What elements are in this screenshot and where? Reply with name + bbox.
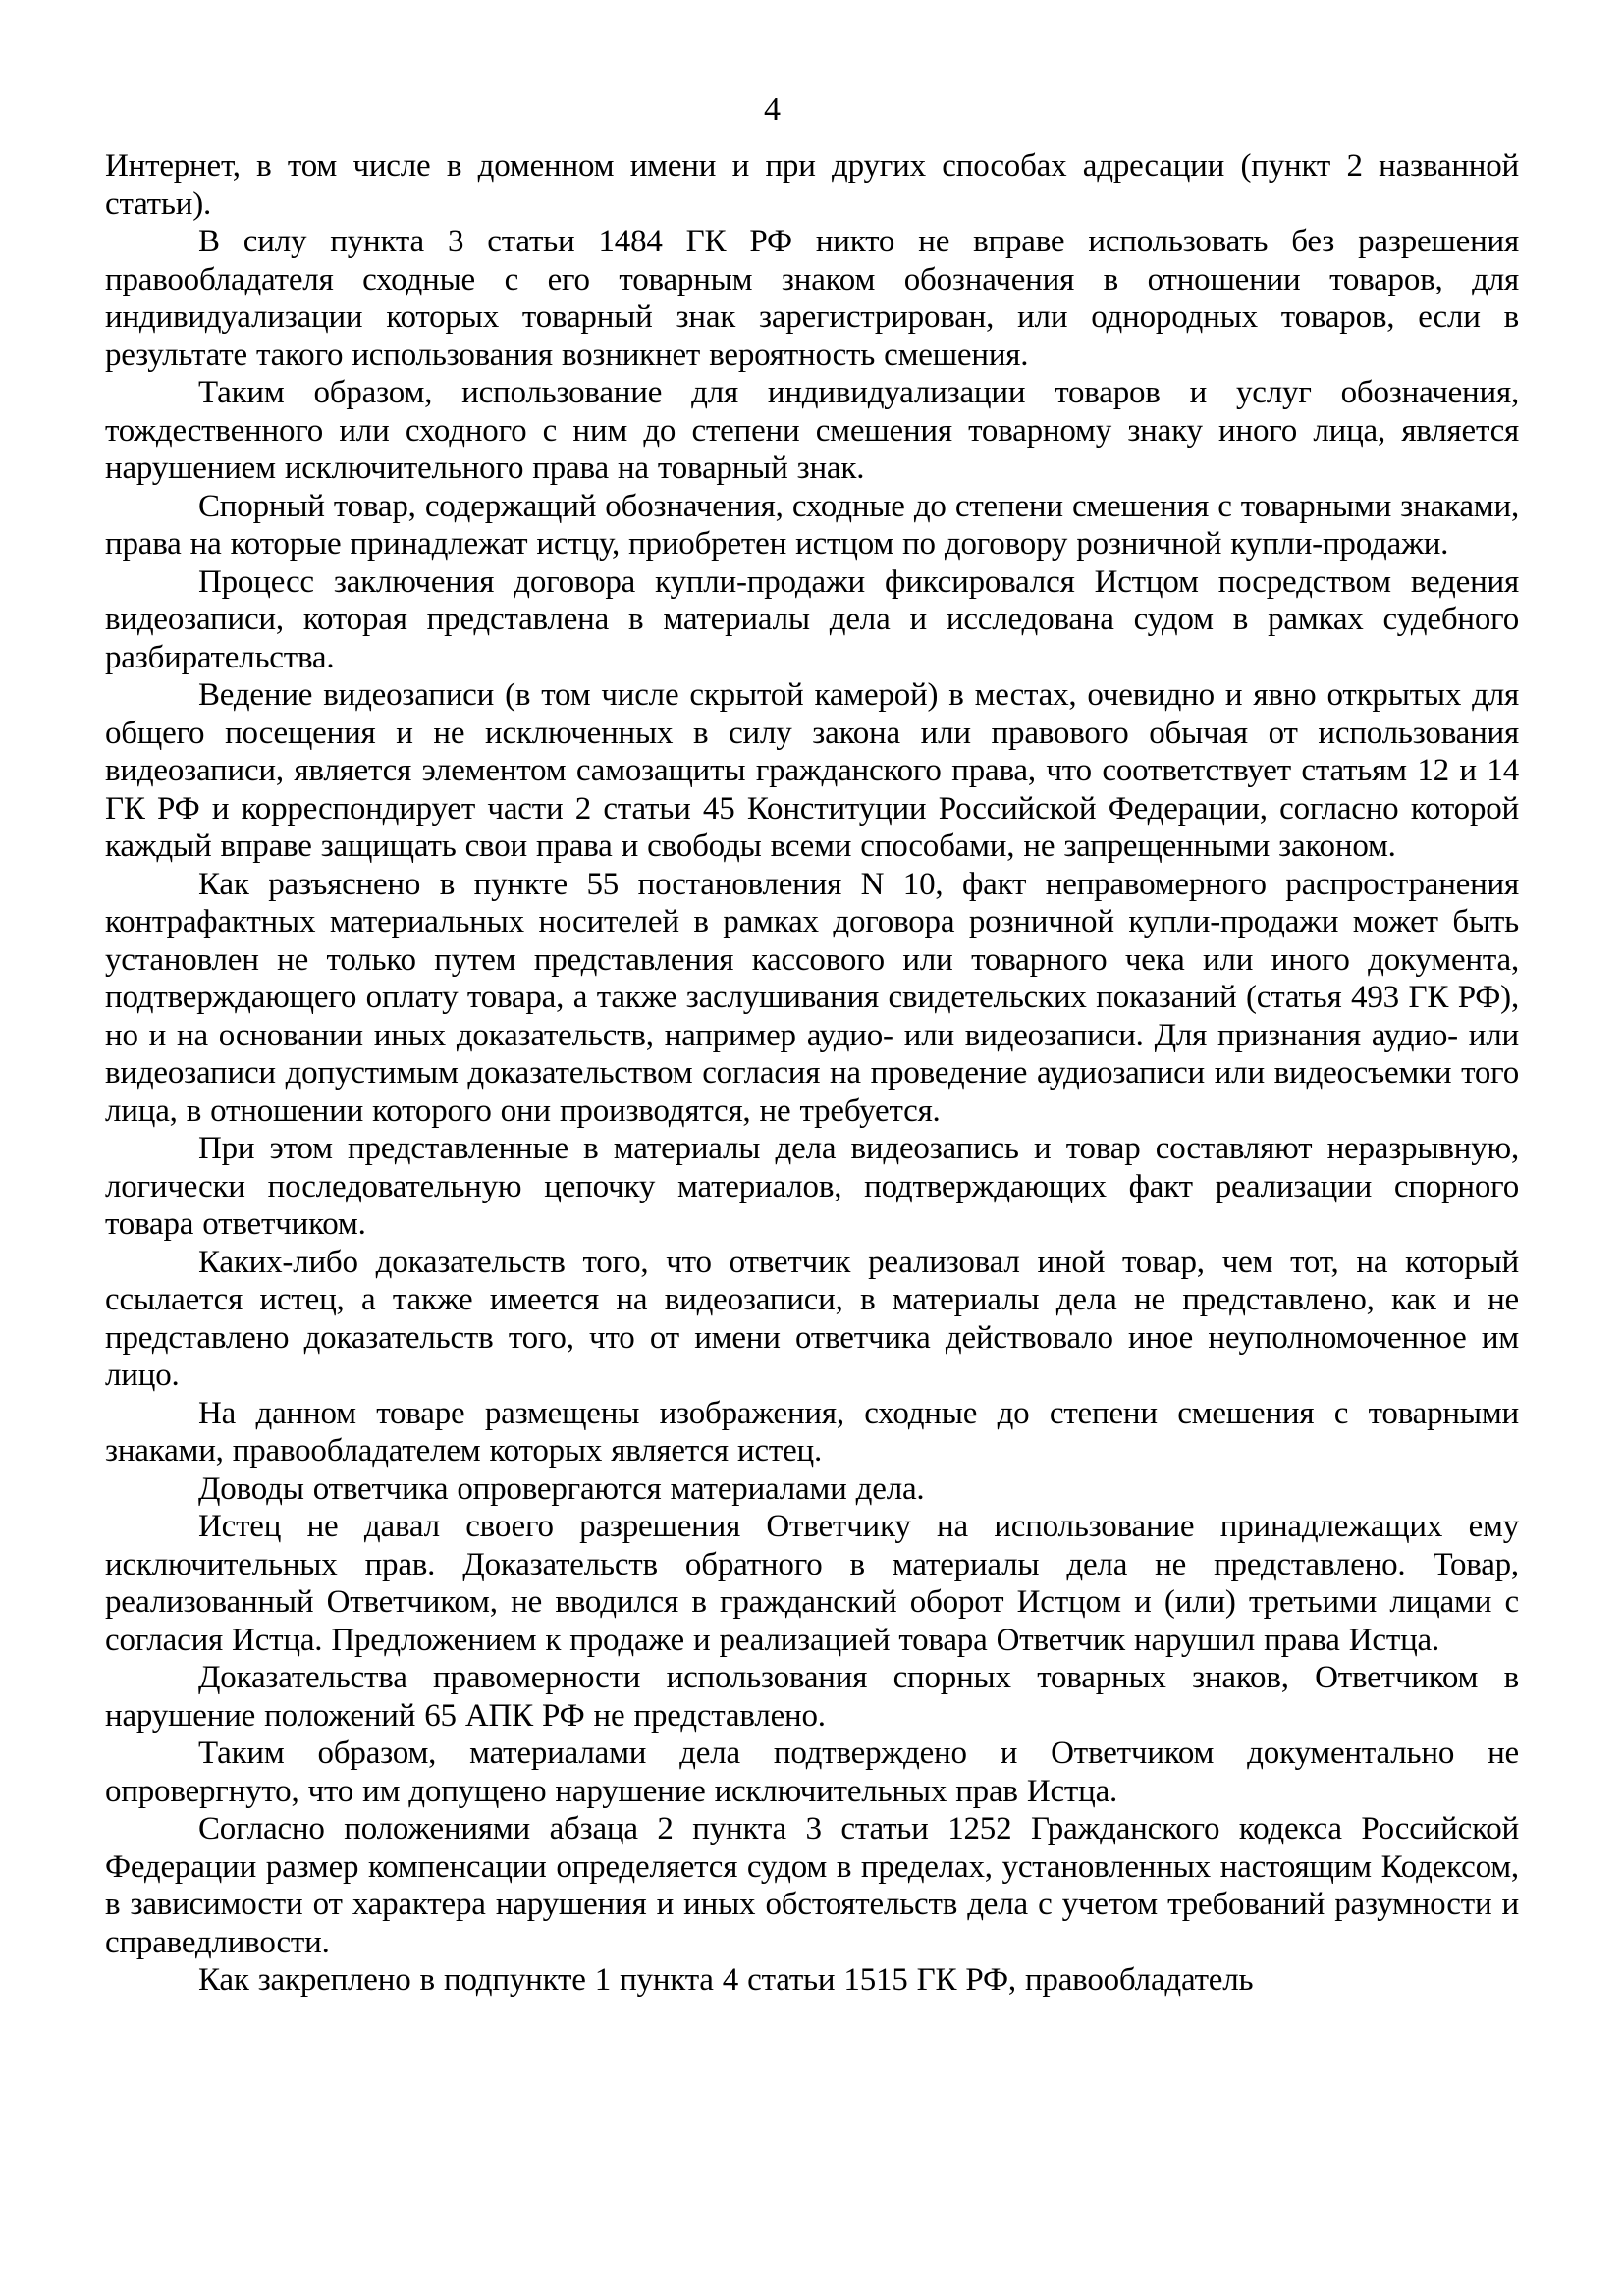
paragraph-internet-continuation: Интернет, в том числе в доменном имени и при других способах адресации (пункт 2 названной статьи). bbox=[105, 148, 1519, 222]
paragraph-resolution-55: Как разъяснено в пункте 55 постановления N 10, факт неправомерного распространения контрафактных материальных носителей в рамках договора розничной купли-продажи может быть установлен не только путем представления кассового или товарного чека или иного документа, подтверждающего оплату товара, а также заслушивания свидетельских показаний (статья 493 ГК РФ), но и на основании иных доказательств, например аудио- или видеозаписи. Для признания аудио- или видеозаписи допустимым доказательством согласия на проведение аудиозаписи или видеосъемки того лица, в отношении которого они производятся, не требуется. bbox=[105, 866, 1519, 1129]
paragraph-no-permission: Истец не давал своего разрешения Ответчику на использование принадлежащих ему исключительных прав. Доказательств обратного в материалы дела не представлено. Товар, реализованный Ответчиком, не вводился в гражданский оборот Истцом и (или) третьими лицами с согласия Истца. Предложением к продаже и реализацией товара Ответчик нарушил права Истца. bbox=[105, 1509, 1519, 1658]
paragraph-apc-65: Доказательства правомерности использования спорных товарных знаков, Ответчиком в нарушение положений 65 АПК РФ не представлено. bbox=[105, 1660, 1519, 1734]
paragraph-disputed-goods: Спорный товар, содержащий обозначения, сходные до степени смешения с товарными знаками, права на которые принадлежат истцу, приобретен истцом по договору розничной купли-продажи. bbox=[105, 488, 1519, 561]
paragraph-purchase-process: Процесс заключения договора купли-продажи фиксировался Истцом посредством ведения видеозаписи, которая представлена в материалы дела и исследована судом в рамках судебного разбирательства. bbox=[105, 563, 1519, 675]
paragraph-evidence-chain: При этом представленные в материалы дела видеозапись и товар составляют неразрывную, логически последовательную цепочку материалов, подтверждающих факт реализации спорного товара ответчиком. bbox=[105, 1131, 1519, 1242]
paragraph-article-1484: В силу пункта 3 статьи 1484 ГК РФ никто не вправе использовать без разрешения правообладателя сходные с его товарным знаком обозначения в отношении товаров, для индивидуализации которых товарный знак зарегистрирован, или однородных товаров, если в результате такого использования возникнет вероятность смешения. bbox=[105, 224, 1519, 373]
paragraph-violation-confirmed: Таким образом, материалами дела подтверждено и Ответчиком документально не опровергнуто, что им допущено нарушение исключительных прав Истца. bbox=[105, 1735, 1519, 1809]
paragraph-defendant-arguments: Доводы ответчика опровергаются материалами дела. bbox=[198, 1470, 925, 1507]
paragraph-article-1515: Как закреплено в подпункте 1 пункта 4 статьи 1515 ГК РФ, правообладатель bbox=[198, 1962, 1254, 1998]
paragraph-video-recording: Ведение видеозаписи (в том числе скрытой камерой) в местах, очевидно и явно открытых для общего посещения и не исключенных в силу закона или правового обычая от использования видеозаписи, является элементом самозащиты гражданского права, что соответствует статьям 12 и 14 ГК РФ и корреспондирует части 2 статьи 45 Конституции Российской Федерации, согласно которой каждый вправе защищать свои права и свободы всеми способами, не запрещенными законом. bbox=[105, 677, 1519, 864]
paragraph-takim-obrazom-use: Таким образом, использование для индивидуализации товаров и услуг обозначения, тождественного или сходного с ним до степени смешения товарному знаку иного лица, является нарушением исключительного права на товарный знак. bbox=[105, 375, 1519, 486]
page-number: 4 bbox=[764, 91, 781, 128]
document-body bbox=[105, 147, 1519, 2000]
paragraph-article-1252: Согласно положениями абзаца 2 пункта 3 статьи 1252 Гражданского кодекса Российской Федерации размер компенсации определяется судом в пределах, установленных настоящим Кодексом, в зависимости от характера нарушения и иных обстоятельств дела с учетом требований разумности и справедливости. bbox=[105, 1811, 1519, 1960]
paragraph-images-on-goods: На данном товаре размещены изображения, сходные до степени смешения с товарными знаками, правообладателем которых является истец. bbox=[105, 1395, 1519, 1468]
paragraph-no-other-goods-proof: Каких-либо доказательств того, что ответчик реализовал иной товар, чем тот, на который ссылается истец, а также имеется на видеозаписи, в материалы дела не представлено, как и не представлено доказательств того, что от имени ответчика действовало иное неуполномоченное им лицо. bbox=[105, 1244, 1519, 1393]
